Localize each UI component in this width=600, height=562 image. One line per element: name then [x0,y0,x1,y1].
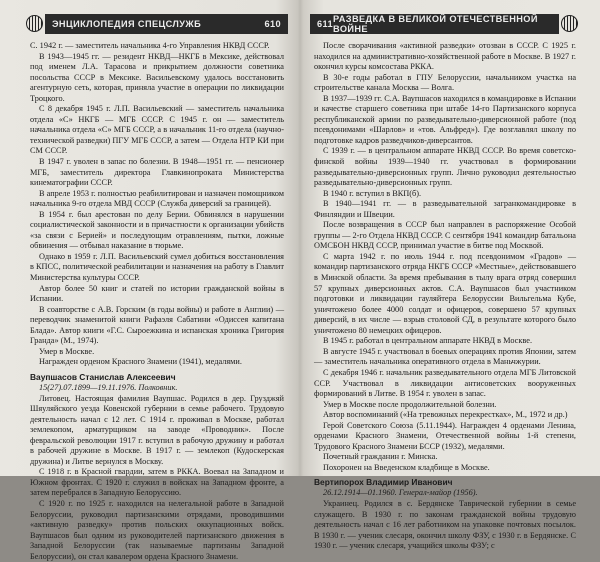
paragraph: Литовец. Настоящая фамилия Ваупшас. Родился в дер. Грузджяй Шяуляйского уезда Ковенской губернии в семье рабочего. Трудовую деятельность начал с 12 лет. С 1914 г. проживал в Москве, работал землекопом, арматурщиком на заводе «Проводник». После февральской революции 1917 г. вступил в рабочую дружину и работал в рабочей дружине в Москве. В 1917 г. — землекоп (Кудоскерская дружина) и Литве вернулся в Москву. [30,393,284,466]
paragraph: С марта 1942 г. по июль 1944 г. под псевдонимом «Градов» — командир партизанского отряда НКГБ СССР «Местные», действовавшего в Минской области. За время пребывания в тылу врага отряд совершил 57 крупных диверсионных актов. С.А. Ваупшасов был участником подготовки и ликвидации гауляйтера Белоруссии Вильгельма Кубе, уничтожено более 4000 солдат и офицеров, совершено 57 крупных диверсий, в их числе — взрыв столовой СД, в результате которого было уничтожено 80 немецких офицеров. [314,251,576,335]
paragraph: В 1943—1945 гг. — резидент НКВД—НКГБ в Мексике, действовал под именем Л.А. Тарасова и прикрытием должности советника посольства СССР в Мексике. Васильевскому удалось восстановить агентурную сеть, которая, приняла участие в операции по ликвидации Троцкого. [30,51,284,103]
entry-dates: 15(27).07.1899—19.11.1976. Полковник. [39,382,178,392]
paragraph: В 1937—1939 гг. С.А. Ваупшасов находился в командировке в Испании и качестве старшего советника при штабе 14-го Партизанского корпуса республиканской армии по разведывательно-диверсионной работе (под псевдонимами «Шарлов» и «тов. Альфред»). Где возглавлял школу по подготовке кадров разведчиков-диверсантов. [314,93,576,145]
paragraph: С 1939 г. — в центральном аппарате НКВД СССР. Во время советско-финской войны 1939—1940 гг. участвовал в формировании разведывательно-диверсионных групп. Лично руководил деятельностью разведывательно-диверсионных групп. [314,146,576,188]
paragraph: Умер в Москве после продолжительной болезни. [323,399,497,409]
paragraph: Украинец. Родился в с. Бердянске Таврической губернии в семье служащего. В 1930 г. по законам гражданской войны трудовую деятельность начал с 16 лет работником на упаковке почтовых посылок. В 1930 г. — ученик слесаря, окончил школу ФЗУ, с 1930 г. в Бердянске. С 1930 г. — ученик слесаря, учащийся школы ФЗУ; с [314,498,576,551]
paragraph: В апреле 1953 г. полностью реабилитирован и назначен помощником начальника 9-го отдела МВД СССР (Служба диверсий за границей). [30,188,284,209]
paragraph: Автор воспоминаний («На тревожных перекрестках», М., 1972 и др.) [323,410,568,420]
paragraph: Почетный гражданин г. Минска. [323,452,438,462]
right-page [304,0,600,551]
paragraph: Умер в Москве. [39,346,95,356]
right-running-title: РАЗВЕДКА В ВЕЛИКОЙ ОТЕЧЕСТВЕННОЙ ВОЙНЕ [333,13,538,34]
left-page [0,0,296,561]
right-page-body [314,41,576,552]
paragraph: В соавторстве с А.В. Горским (в годы войны) и работе в Англии) — переводчик знаменитой книги Рафаэля Сабатини «Одиссея капитана Блада». Автор книги «Г.С. Сыроежкина и испанская хроника Григория Гранда» (М., 1974). [30,304,284,346]
paragraph: В 1940—1941 гг. — в разведывательной загранкомандировке в Финляндии и Швеции. [314,199,576,219]
globe-emblem-icon [26,15,43,32]
paragraph: В 1940 г. вступил в ВКП(б). [323,188,422,198]
entry-dates: 26.12.1914—01.1960. Генерал-майор (1956). [323,488,478,498]
paragraph: С. 1942 г. — заместитель начальника 4-го Управления НКВД СССР. [30,41,270,50]
paragraph: С 1920 г. по 1925 г. находился на нелегальной работе в Западной Белоруссии, руководил партизанскими отрядами, проводившими «активную разведку» против польских оккупационных войск. Ваупшасов был одним из руководителей партизанского движения в Западной Белоруссии (так называемые партизаны Западной Белоруссии), он стал кавалером ордена Красного Знамени. [30,498,284,561]
paragraph: Автор более 50 книг и статей по истории гражданской войны в Испании. [30,283,284,304]
left-page-header [26,12,288,35]
entry-name: Ваупшасов Станислав Алексеевич [30,371,176,382]
paragraph: Похоронен на Введенском кладбище в Москве. [323,462,490,472]
left-page-number: 610 [264,18,281,29]
right-page-header [310,12,578,35]
entry-name: Вертипорох Владимир Иванович [314,477,453,488]
paragraph: С декабря 1946 г. начальник разведывательного отдела МГБ Литовской ССР. Участвовал в ликвидации антисоветских вооруженных формирований в Литве. В 1954 г. уволен в запас. [314,367,576,399]
paragraph: Герой Советского Союза (5.11.1944). Награжден 4 орденами Ленина, орденами Красного Знамени, Отечественной войны 1-й степени, Трудового Красного Знамени БССР (1932), медалями. [314,420,576,451]
globe-emblem-icon [561,15,578,32]
left-header-band [45,14,288,34]
paragraph: В августе 1945 г. участвовал в боевых операциях против Японии, затем — заместитель начальника оперативного отдела в Маньчжурии. [314,346,576,367]
paragraph: С 1918 г. в Красной гвардии, затем в РККА. Воевал на Западном и Южном фронтах. С 1920 г. служил в войсках на Западном фронте, а затем перебрался в Западную Белоруссию. [30,467,284,498]
paragraph: Однако в 1959 г. Л.П. Васильевский сумел добиться восстановления в КПСС, политической реабилитации и назначения на работу в Главлит Министерства культуры СССР. [30,251,284,283]
paragraph: Награжден орденом Красного Знамени (1941), медалями. [39,357,242,367]
paragraph: В 1954 г. был арестован по делу Берии. Обвинялся в нарушении социалистической законности и в причастности к организации убийств «за связи с Берией» и последующим отравлениям, пытки, ложные обвинения — отбывал наказание в тюрьме. [30,209,284,251]
right-page-number: 611 [317,18,334,29]
paragraph: В 1945 г. работал в центральном аппарате НКВД в Москве. [323,336,533,346]
paragraph: В 30-е годы работал в ГПУ Белоруссии, начальником участка на строительстве канала Москва — Волга. [314,72,576,93]
left-page-body [30,41,284,562]
paragraph: После сворачивания «активной разведки» отозван в СССР. С 1925 г. находился на административно-хозяйственной работе в Москве. В 1927 г. окончил курсы комсостава РККА. [314,41,576,72]
right-header-band [310,14,559,34]
paragraph: С 8 декабря 1945 г. Л.П. Васильевский — заместитель начальника отдела «С» НКГБ — МГБ СССР. С 1945 г. он — заместитель начальника отдела «С» МГБ СССР, а в начальник 11-го отдела (научно-технической разведки) ПГУ МГБ СССР, а затем — Отдела НТР КИ при СМ СССР. [30,104,284,156]
left-running-title: ЭНЦИКЛОПЕДИЯ СПЕЦСЛУЖБ [52,18,202,29]
paragraph: В 1947 г. уволен в запас по болезни. В 1948—1951 гг. — пенсионер МГБ, заместитель директора Главкинопроката Министерства кинематографии СССР. [30,157,284,188]
paragraph: После возвращения в СССР был направлен в распоряжение Особой группы — 2-го Отдела НКВД СССР. С сентября 1941 командир батальона ОМСБОН НКВД СССР, принимал участие в битве под Москвой. [314,220,576,251]
